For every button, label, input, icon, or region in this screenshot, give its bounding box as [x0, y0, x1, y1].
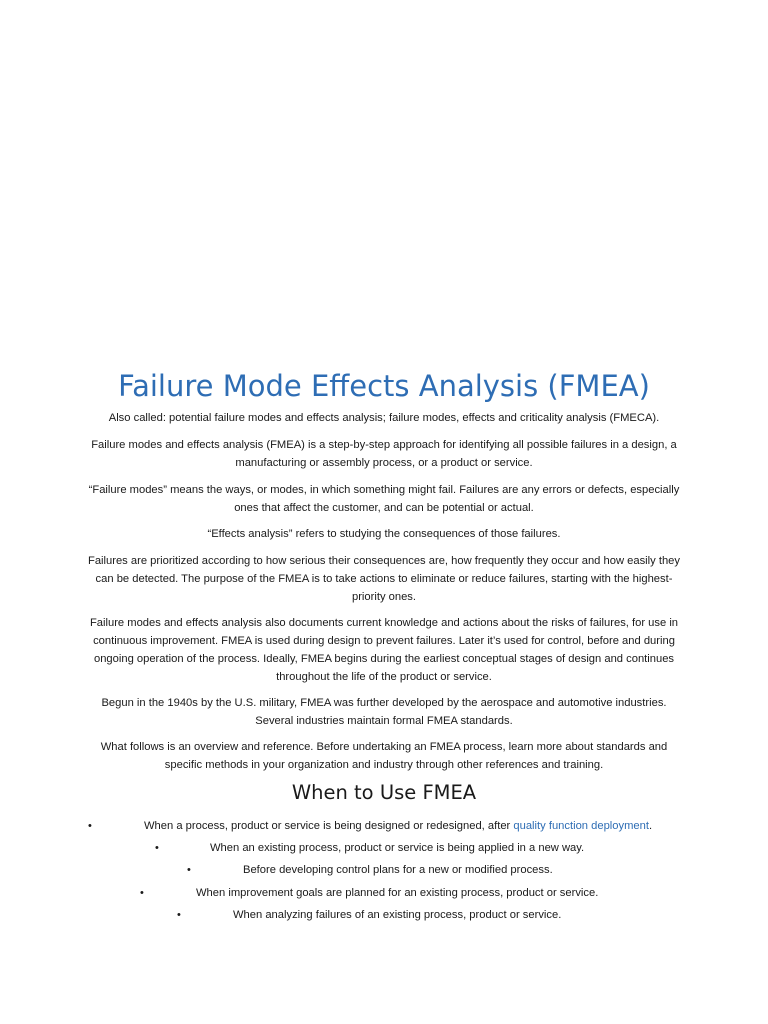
- bullet-icon: •: [140, 887, 144, 899]
- paragraph-overview: What follows is an overview and reference. Before undertaking an FMEA process, learn more about standards and specific methods in your organization and industry through other references and training.: [100, 741, 668, 771]
- paragraph-definition: Failure modes and effects analysis (FMEA) is a step-by-step approach for identifying all possible failures in a design, a manufacturing or assembly process, or a product or service.: [91, 439, 677, 469]
- paragraph-documentation: Failure modes and effects analysis also documents current knowledge and actions about the risks of failures, for use in continuous improvement. FMEA is used during design to prevent failures. Later it’s used for control, before and during ongoing operation of the process. Ideally, FMEA begins during the earliest conceptual stages of design and continues throughout the life of the product or service.: [89, 617, 679, 683]
- bullet-icon: •: [187, 864, 191, 876]
- bullet-icon: •: [155, 842, 159, 854]
- document-title: Failure Mode Effects Analysis (FMEA): [118, 369, 650, 403]
- list-item-text: When improvement goals are planned for an existing process, product or service.: [196, 887, 599, 899]
- paragraph-effects-analysis: “Effects analysis” refers to studying the consequences of those failures.: [207, 528, 561, 540]
- list-item-text: When analyzing failures of an existing process, product or service.: [233, 909, 562, 921]
- paragraph-also-called: Also called: potential failure modes and effects analysis; failure modes, effects and criticality analysis (FMECA).: [108, 412, 660, 424]
- list-item: [0, 906, 768, 924]
- list-item: [0, 839, 768, 857]
- paragraph-history: Begun in the 1940s by the U.S. military, FMEA was further developed by the aerospace and automotive industries. Several industries maintain formal FMEA standards.: [101, 697, 667, 727]
- paragraph-failure-modes: “Failure modes” means the ways, or modes, in which something might fail. Failures are any errors or defects, especially ones that affect the customer, and can be potential or actual.: [88, 484, 680, 514]
- bullet-icon: •: [177, 909, 181, 921]
- bullet-icon: •: [88, 820, 92, 832]
- section-heading-when-to-use: When to Use FMEA: [291, 781, 477, 804]
- list-item-text: When an existing process, product or service is being applied in a new way.: [210, 842, 585, 854]
- list-item-text: When a process, product or service is being designed or redesigned, after quality function deployment.: [144, 820, 653, 832]
- list-item: [0, 861, 768, 879]
- list-item: [0, 884, 768, 902]
- quality-function-deployment-link[interactable]: quality function deployment: [513, 820, 649, 832]
- list-item: [0, 817, 768, 835]
- paragraph-prioritization: Failures are prioritized according to how serious their consequences are, how frequently they occur and how easily they can be detected. The purpose of the FMEA is to take actions to eliminate or reduce failures, starting with the highest-priority ones.: [87, 555, 680, 603]
- list-item-text: Before developing control plans for a new or modified process.: [243, 864, 553, 876]
